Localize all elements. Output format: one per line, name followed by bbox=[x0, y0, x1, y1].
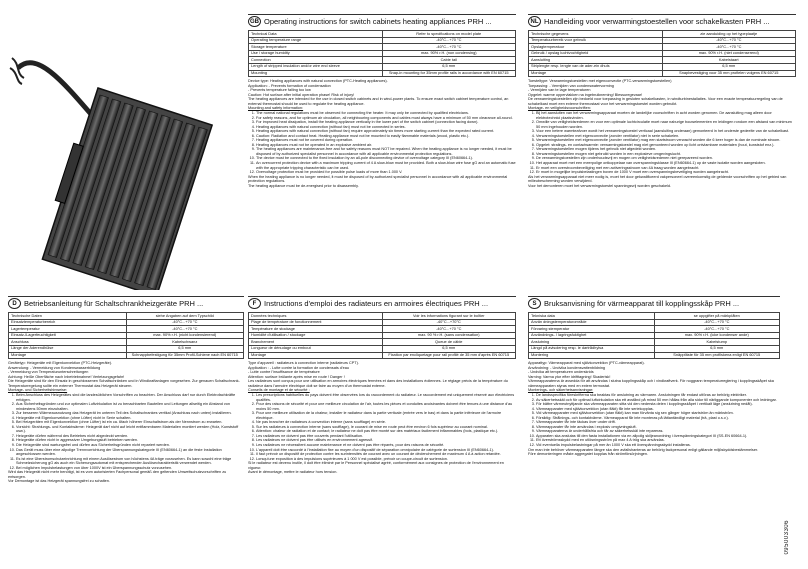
language-badge: D bbox=[8, 298, 21, 309]
spec-row bbox=[529, 313, 780, 320]
outro-paragraph: Om man inte behöver värmeapparaten längre ska den avfallshanteras av behörig fackpersonal enligt gällande miljöskyddsbestämmelser. bbox=[528, 447, 759, 452]
spec-label: Aansluiting bbox=[529, 57, 663, 64]
section-title: Handleiding voor verwarmingstoestellen voor schakelkasten PRH ... bbox=[544, 17, 770, 26]
intro-paragraph: Device type: Heating appliances with natural convection (PTC-Heating appliances). bbox=[248, 79, 388, 84]
spec-row bbox=[249, 326, 516, 333]
list-item: 5. Bei Heizgeräten mit Eigenkonvektion (ohne Lüfter) ist ein ca. 6fach höherer Einschaltstrom als der Nennstrom zu erwarten. bbox=[16, 420, 244, 425]
spec-label: Plage de température de fonctionnement bbox=[249, 319, 383, 326]
outro-paragraph: Före demonteringen måste aggregatet kopplas från strömförsörjningen. bbox=[528, 452, 649, 457]
spec-value: Kabelstaart bbox=[662, 57, 796, 64]
spec-label: Användnings- / lagringsfuktighet bbox=[529, 332, 655, 339]
section-header bbox=[528, 296, 780, 310]
spec-value: Snäppfäste för 35 mm profilskena enligt EN 60715 bbox=[654, 352, 780, 359]
intro-paragraph: - Prevents temperature falling too low bbox=[248, 88, 311, 93]
spec-row bbox=[529, 50, 796, 57]
intro-paragraph: Montage- en veiligheidsvoorschriften: bbox=[528, 106, 591, 111]
spec-value: zie aanduiding op het typeplaatje bbox=[662, 31, 796, 38]
spec-label: Anschluss bbox=[9, 339, 127, 346]
spec-row bbox=[529, 332, 780, 339]
spec-row bbox=[9, 345, 244, 352]
list-item: 8. Värmeapparater får inte användas i explosiv omgivningsluft. bbox=[536, 425, 780, 430]
language-badge: GB bbox=[248, 16, 261, 27]
list-item: 12. Er moet in mogelijke impulsbelastingen boven de 1000 V moet een overspanningsbeveiliging worden aangebracht. bbox=[536, 170, 796, 175]
list-item: 9. Die Heizgeräte sind wartungsfrei und dürfen aus Sicherheitsgründen nicht repariert werden. bbox=[16, 443, 244, 448]
outro-paragraph: When the heating appliance is no longer needed, it must be disposed of by authorized specialist personnel in accordance with all applicable environmental protection regulations. bbox=[248, 174, 508, 184]
spec-label: Montage bbox=[9, 352, 127, 359]
spec-row bbox=[529, 326, 780, 333]
spec-value: Schnappbefestigung für 35mm Profil-Schiene nach EN 60715 bbox=[126, 352, 244, 359]
spec-value: -40°C...+70°C bbox=[382, 319, 516, 326]
spec-label: Tekniska data bbox=[529, 313, 655, 320]
list-item: 12. Overvoltage protection must be provided for possible pulse loads of more than 1.000 V. bbox=[256, 170, 516, 175]
list-item: 6. Opgelet: stralings- en contactwarmte: verwarmingstoestel mag niet gemonteerd worden op licht ontvlambare materialen (hout, kunststof enz.). bbox=[536, 143, 796, 148]
outro-paragraph: Voor het demonteren moet het verwarmingstoestel spanningsvrij worden geschakeld. bbox=[528, 183, 672, 188]
spec-row bbox=[249, 50, 516, 57]
spec-label: Température de stockage bbox=[249, 326, 383, 333]
instructions-text bbox=[528, 361, 780, 569]
spec-value: Kabelstump bbox=[654, 339, 780, 346]
spec-value: 6,5 mm bbox=[382, 63, 516, 70]
list-item: 3. Zur besseren Wärmeausnutzung das Heizgerät im unteren Teil des Schaltschrankes vertikal (Anschluss nach unten) installieren. bbox=[16, 411, 244, 416]
spec-row bbox=[249, 332, 516, 339]
list-item: 3. For improved heat dissipation, install the heating appliance vertically in the lower part of the switch cabinet (connection facing down). bbox=[256, 120, 516, 125]
section-title: Operating instructions for switch cabinets heating appliances PRH ... bbox=[264, 17, 492, 26]
spec-label: Förvaring stemperatur bbox=[529, 326, 655, 333]
list-item: 1. De landsspecifika föreskrifterna ska beaktas för anslutning av värmaren. Anslutningen får endast utföras av behörig elektriker. bbox=[536, 393, 780, 398]
list-item: 10. Apparaten ska anslutas till den fasta installationen via en allpolig skiljeanordning i överspänningskategori III (SS-EN 60664-1). bbox=[536, 434, 780, 439]
section-header bbox=[8, 296, 244, 310]
spec-label: Einsatz-/Lagerfeuchtigkeit bbox=[9, 332, 127, 339]
intro-paragraph: Montage- und Sicherheitshinweise: bbox=[8, 388, 68, 393]
list-item: 4. Heizgeräte mit Eigenkonvektion (ohne Lüfter) nicht in Serie schalten. bbox=[16, 416, 244, 421]
section-header bbox=[248, 296, 516, 310]
spec-row bbox=[529, 63, 796, 70]
intro-paragraph: Användning: - Undvika kondensvattenbildning bbox=[528, 365, 606, 370]
list-item: 9. The heating appliances are maintenance-free and for safety reasons must NOT be repaired. When the heating appliance is no longer needed, it must be disposed of by authorized specialist personnel in accordance with all applicable environmental protection regulations. bbox=[256, 147, 516, 156]
spec-row bbox=[529, 44, 796, 51]
intro-paragraph: Apparattyp: Värmeapparat med självkonvektion (PTC-värmeapparat). bbox=[528, 361, 645, 366]
outro-paragraph: Als het verwarmingsapparaat niet meer nodig is, moet het door gekwalificeerd vakpersoneel overeenkomstig de geldende voorschriften op het gebied van milieubescherming worden verwijderd. bbox=[528, 174, 787, 184]
list-item: 7. Les radiateurs ne doivent pas être couverts pendant l'utilisation. bbox=[256, 434, 516, 439]
intro-paragraph: Toepassing: - Vermijden van condenswatervorming bbox=[528, 83, 614, 88]
spec-row bbox=[529, 31, 796, 38]
intro-paragraph: De verwarmingstoestellen zijn bedoeld voor toepassing in gesloten schakelkasten, in windturbinestallaties. Voor een exacte temperatuurregeling van de schakelkast moet een externe thermostaat voor het verwarmingstoestel worden gebruikt. bbox=[528, 97, 783, 106]
spec-label: Montage bbox=[529, 70, 663, 77]
intro-paragraph: Application : - Lutte contre la formation de condensats d'eau bbox=[248, 365, 349, 370]
spec-row bbox=[249, 31, 516, 38]
spec-value: 6,5 mm bbox=[126, 345, 244, 352]
section-s bbox=[528, 296, 780, 566]
intro-paragraph: - Vermijden van te lage temperaturen bbox=[528, 88, 591, 93]
spec-value: Kabelschwanz bbox=[126, 339, 244, 346]
intro-paragraph: Opgelet: warme oppervlakken na ingebruikneming! Blessuregevaar! bbox=[528, 92, 643, 97]
spec-value: se uppgifter på märkplåten bbox=[654, 313, 780, 320]
safety-list bbox=[8, 393, 244, 470]
spec-value: max. 90 % r.H. (sans condensation) bbox=[382, 332, 516, 339]
spec-row bbox=[9, 313, 244, 320]
spec-value: -40°C...+70 °C bbox=[382, 326, 516, 333]
spec-value: -40°C...+70 °C bbox=[662, 44, 796, 51]
intro-paragraph: - Undvika att temperaturen underskrids bbox=[528, 370, 594, 375]
list-item: 5. Sur les radiateurs à convection interne (sans soufflage), le courant de mise en route peut être environ 6 fois supérieur au courant nominal. bbox=[256, 425, 516, 430]
spec-row bbox=[9, 339, 244, 346]
list-item: 11. Il faut prévoir un dispositif de protection contre les surintensités de courant avec un courant de déclenchement de maximum 4 A à action retardée. bbox=[256, 452, 516, 457]
list-item: 8. Verwarmingstoestellen mogen niet gebruikt worden in een explosieve omgevingslucht. bbox=[536, 152, 796, 157]
spec-row bbox=[249, 345, 516, 352]
section-nl bbox=[528, 14, 796, 296]
intro-paragraph: Application: - Prevents formation of condensation bbox=[248, 83, 331, 88]
list-item: 1. Bij het aansluiten van het verwarmingsapparaat moeten de landelijke voorschriften in acht worden genomen. De aansluiting mag alleen door elektrotechnici plaatsvinden. bbox=[536, 111, 796, 120]
spec-row bbox=[529, 352, 780, 359]
section-f bbox=[248, 296, 516, 566]
list-item: 4. Verwarmingstoestellen met eigenconvectie (zonder ventilator) niet in serie schakelen. bbox=[536, 134, 796, 139]
list-item: 11. Ett överströmsskydd med en utlösningsström på max 4 A trög ska användas. bbox=[536, 438, 780, 443]
list-item: 1. The normal national regulations must be observed for connecting the heater. It may only be connected by qualified electricians. bbox=[256, 111, 516, 116]
list-item: 6. Vorsicht: Strahlungs- und Kontaktwärme: Heizgerät darf nicht auf leicht entflammbaren Materialien montiert werden (Holz, Kunststoff usw.). bbox=[16, 425, 244, 434]
spec-label: Données techniques bbox=[249, 313, 383, 320]
spec-value: -40°C...+70 °C bbox=[126, 326, 244, 333]
intro-paragraph: Värmeapparaterna är avsedda för att användas i slutna kopplingsskåp och i vindkraftverk. För noggrann temperaturreglering i kopplingsskåpet ska värmeapparaten styras med en extern termostat. bbox=[528, 379, 774, 388]
section-title: Instructions d'emploi des radiateurs en armoires électriques PRH ... bbox=[264, 299, 489, 308]
list-item: 12. Bei möglichen Impulsbelastungen von über 1000V ist ein Überspannungsschutz vorzusehen. bbox=[16, 466, 244, 471]
section-d bbox=[8, 296, 244, 566]
intro-paragraph: Type d'appareil : radiateurs à convection interne (radiateurs CPT). bbox=[248, 361, 359, 366]
list-item: 2. For safety reasons, and for optimum air circulation, all neighbouring components and cables must always have a minimum of 50 mm clearance all-round. bbox=[256, 116, 516, 121]
list-item: 1. Beim Anschluss des Heizgerätes sind die landesüblichen Vorschriften zu beachten. Der Anschluss darf nur durch Elektrofachkräfte erfolgen. bbox=[16, 393, 244, 402]
spec-label: Branchement bbox=[249, 339, 383, 346]
spec-row bbox=[529, 319, 780, 326]
spec-label: Striplengte resp. lengte van de ader-ein dhuls bbox=[529, 63, 663, 70]
spec-row bbox=[529, 345, 780, 352]
list-item: 2. Aus Sicherheitsgründen und zur optimalen Luftzirkulation ist zu benachbarten Bauteilen und Leitungen allseitig ein Abstand von mindestens 50mm einzuhalten. bbox=[16, 402, 244, 411]
spec-value: -40°C...+70 °C bbox=[382, 37, 516, 44]
document-number: 095003306 bbox=[784, 520, 790, 555]
list-item: 11. Er moet een overstroombeveiliging met een activeringsstroom van 4A traag worden aangebracht. bbox=[536, 166, 796, 171]
spec-value: 6,5 mm bbox=[662, 63, 796, 70]
spec-row bbox=[249, 70, 516, 77]
list-item: 7. Verwarmingstoestellen mogen tijdens het gebruik niet afgedekt worden. bbox=[536, 147, 796, 152]
list-item: 10. L'appareil doit être raccordé à l'installation fixe au moyen d'un dispositif de séparation omnipolaire de catégorie de surtension III (EN60664-1). bbox=[256, 448, 516, 453]
spec-label: Longueur de dénudage ou embout bbox=[249, 345, 383, 352]
intro-paragraph: Mounting and safety information: bbox=[248, 106, 304, 111]
intro-paragraph: Varning: Varma ytor efter idrifttagning! Skaderisk! bbox=[528, 374, 611, 379]
list-item: 4. Ne pas brancher de radiateurs à convection interne (sans soufflage) en série. bbox=[256, 420, 516, 425]
spec-label: Storage temperature bbox=[249, 44, 383, 51]
list-item: 3. Pour une meilleure utilisation de la chaleur, installer le radiateur dans la partie verticale (entrée vers le bas) et dans la partie inférieure de l'armoire électrique. bbox=[256, 411, 516, 420]
spec-row bbox=[9, 319, 244, 326]
spec-label: Use / storage humidity bbox=[249, 50, 383, 57]
list-item: 6. Attention: chaleur de radiation et de contact; le radiateur ne doit pas être monté sur des matériaux facilement inflammables (bois, plastique etc.). bbox=[256, 429, 516, 434]
intro-paragraph: Anwendung: - Vermeidung von Kondenswasserbildung bbox=[8, 365, 101, 370]
intro-paragraph: - Lutte contre l'insuffisance de température bbox=[248, 370, 320, 375]
spec-row bbox=[9, 332, 244, 339]
intro-paragraph: Les radiateurs sont conçus pour une utilisation en armoires électriques fermées et dans des installations éoliennes. Le réglage précis de la température du radiateur dans l'armoire électrique doit se faire au moyen d'un thermostat externe. bbox=[248, 379, 508, 388]
spec-value: -40°C...+70 °C bbox=[654, 319, 780, 326]
list-item: 7. Heating appliances must not be covered during operation. bbox=[256, 138, 516, 143]
spec-row bbox=[529, 57, 796, 64]
section-header bbox=[528, 14, 796, 28]
intro-paragraph: Achtung: Heiße Oberfläche nach Inbetriebnahme! Verletzungsgefahr! bbox=[8, 374, 125, 379]
intro-paragraph: Conseils de montage et de sécurité : bbox=[248, 388, 310, 393]
list-item: 2. Omwille van veiligheidsredenen en voor een optimale luchtcirculatie moet naar naburige bouwelementen en leidingen rondom een afstand van minimum 50 mm ingehouden worden. bbox=[536, 120, 796, 129]
outro-paragraph: The heating appliance must be de-energised prior to disassembly. bbox=[248, 183, 359, 188]
section-gb bbox=[248, 14, 516, 296]
spec-value: Snapbevestiging voor 35 mm profielen volgens EN 60715 bbox=[662, 70, 796, 77]
list-item: 10. Das Gerät muss über eine allpolige Trennvorrichtung der Überspannungskategorie III (EN60664-1) an die feste Installation angeschlossen werden. bbox=[16, 448, 244, 457]
spec-label: Anslutning bbox=[529, 339, 655, 346]
list-item: 9. Värmeapparaterna är underhållsfria och får av säkerhetsskäl inte repareras. bbox=[536, 429, 780, 434]
spec-row bbox=[529, 70, 796, 77]
list-item: 9. Les radiateurs ne nécessitent aucune maintenance et ne doivent pas être réparés, pour des raisons de sécurité. bbox=[256, 443, 516, 448]
language-badge: F bbox=[248, 298, 261, 309]
spec-label: Length of stripped insulation and/or wire end sleeve bbox=[249, 63, 383, 70]
spec-table bbox=[248, 312, 516, 359]
spec-value: Cable tail bbox=[382, 57, 516, 64]
spec-value: 6,5 mm bbox=[654, 345, 780, 352]
list-item: 2. Av säkerhetsskäl och för optimal luftcirkulation ska ett avstånd på minst 50 mm hållas från alla sidor till närliggande komponenter och ledningar. bbox=[536, 398, 780, 403]
spec-label: Technische gegevens bbox=[529, 31, 663, 38]
list-item: 7. Värmeapparater får inte täckas över under drift. bbox=[536, 420, 780, 425]
list-item: 11. Es ist eine Überstromschutzeinrichtung mit einem Auslösestrom von höchstens 4A träge vorzusehen. Es kann sowohl eine träge Schmelzsicherung gG als auch ein Sicherungsautomat mit entsprechender Auslösecharakteristik verwendet werden. bbox=[16, 457, 244, 466]
intro-paragraph: Toesteltype: Verwarmingstoestellen met eigenconvectie (PTC-verwarmingstoestellen) bbox=[528, 79, 672, 84]
spec-row bbox=[249, 319, 516, 326]
list-item: 6. Caution: Radiation and contact heat. Heating appliance must not be mounted to easily flammable materials (wood, plastic etc.). bbox=[256, 134, 516, 139]
spec-value: max. 90% r.H. (nicht kondensierend) bbox=[126, 332, 244, 339]
spec-row bbox=[249, 63, 516, 70]
instructions-text bbox=[248, 361, 516, 569]
intro-paragraph: - Vermeidung von Temperaturunterschreitungen bbox=[8, 370, 89, 375]
section-title: Betriebsanleitung für Schaltschrankheizgeräte PRH ... bbox=[24, 299, 204, 308]
spec-value: -40°C...+70 °C bbox=[662, 37, 796, 44]
spec-value: max. 90% r.H. (non condensing) bbox=[382, 50, 516, 57]
spec-table bbox=[248, 30, 516, 77]
spec-label: Använ dningstemperaturområde bbox=[529, 319, 655, 326]
list-item: 3. Voor een betere warmteafvoer wordt het verwarmingstoestel verticaal (aansluiting onderaan) gemonteerd in het onderste gedeelte van de schakelkast. bbox=[536, 129, 796, 134]
section-header bbox=[248, 14, 516, 28]
spec-label: Einsatztemperaturbereich bbox=[9, 319, 127, 326]
list-item: 6. Försiktig: Strålnings- och kontaktvärme. Värmeapparat får inte monteras på lättantändligt material (trä, plast o.s.v.). bbox=[536, 416, 780, 421]
spec-table bbox=[528, 30, 796, 77]
spec-value: siehe Angaben auf dem Typschild bbox=[126, 313, 244, 320]
list-item: 12. Vid eventuella impulsbelastningar på mer än 1000 V ska ett överspänningsskydd installeras. bbox=[536, 443, 780, 448]
spec-label: Humidité d'utilisation / stockage bbox=[249, 332, 383, 339]
list-item: 7. Heizgeräte dürfen während des Betriebes nicht abgedeckt werden. bbox=[16, 434, 244, 439]
intro-paragraph: Caution: Hot surface after initial operation phase! Risk of injury! bbox=[248, 92, 355, 97]
list-item: 12. Lorsqu'une exposition à des impulsions supérieures à 1 000 V est possible, prévoir un coupe-circuit de surtension. bbox=[256, 457, 516, 462]
spec-label: Technische Daten bbox=[9, 313, 127, 320]
spec-label: Montage bbox=[249, 352, 383, 359]
spec-row bbox=[249, 44, 516, 51]
list-item: 8. Les radiateurs ne doivent pas être utilisés en environnement agressif. bbox=[256, 438, 516, 443]
spec-label: Länge der Aderendhülse bbox=[9, 345, 127, 352]
outro-paragraph: Si le radiateur est devenu inutile, il doit être éliminé par le Personnel spécialisé agréé, conformément aux consignes de protection de l'environnement en vigueur. bbox=[248, 461, 504, 470]
safety-list bbox=[528, 393, 780, 448]
spec-label: Opslagtemperatuur bbox=[529, 44, 663, 51]
safety-list bbox=[248, 111, 516, 175]
spec-label: Lagertemperatur bbox=[9, 326, 127, 333]
intro-paragraph: Die Heizgeräte sind für den Einsatz in geschlossenen Schaltschränken und in Windkraftanlagen vorgesehen. Zur genauen Schaltschrank-Temperaturregelung sollte ein externer Thermostat das Heizgerät steuern. bbox=[8, 379, 240, 388]
spec-row bbox=[529, 339, 780, 346]
list-item: 10. The device must be connected to the fixed insulation by an all-pole disconnecting device of overvoltage category III (EN60664-1). bbox=[256, 156, 516, 161]
safety-list bbox=[528, 111, 796, 175]
spec-value: 6,5 mm bbox=[382, 345, 516, 352]
list-item: 3. För bättre värmeutnyttjande ska värmeapparaten sitta vid den nedersta delen i kopplingsskåpet i vertikalt läge (anslutning nedåt). bbox=[536, 402, 780, 407]
spec-row bbox=[9, 326, 244, 333]
list-item: 10. Het apparaat moet met een meerpolige ontkoppelaar van overspanningsklasse III (EN60664-1) op de vaste isolatie worden aangesloten. bbox=[536, 161, 796, 166]
spec-table bbox=[528, 312, 780, 359]
spec-value: -40°C...+70 °C bbox=[126, 319, 244, 326]
instructions-text bbox=[248, 79, 516, 317]
list-item: 9. De verwarmingstoestellen zijn onderhoudsvrij en mogen om veiligheidsredenen niet gerepareerd worden. bbox=[536, 156, 796, 161]
language-badge: NL bbox=[528, 16, 541, 27]
spec-value: max. 90% r.H. (icke kondenser ande) bbox=[654, 332, 780, 339]
spec-row bbox=[249, 57, 516, 64]
spec-label: Connection bbox=[249, 57, 383, 64]
spec-value: Voir les informations figurant sur le boîtier bbox=[382, 313, 516, 320]
spec-value: -40°C...+70 °C bbox=[654, 326, 780, 333]
spec-label: Temperatuurbereik voor gebruik bbox=[529, 37, 663, 44]
intro-paragraph: The heating appliances are intended for the use in closed switch cabinets and in wind-power plants. To ensure exact switch cabinet temperature control, an external thermostat should be used to regulate the heating appliance. bbox=[248, 97, 509, 106]
list-item: 5. Heating appliances with natural convection (without fan) require approximately six times more starting current than the expected rated current. bbox=[256, 129, 516, 134]
list-item: 2. Pour des raisons de sécurité et pour une meilleure circulation de l'air, toutes les pièces et conduites avoisinantes doivent être tenues à une distance d'au moins 50 mm. bbox=[256, 402, 516, 411]
spec-label: Technical Data bbox=[249, 31, 383, 38]
outro-paragraph: Avant le démontage, mettre le radiateur hors tension. bbox=[248, 470, 338, 475]
spec-label: Längd på avisolering resp. le dartrådhylsa bbox=[529, 345, 655, 352]
spec-value: Queue de câble bbox=[382, 339, 516, 346]
spec-value: Refer to specifications on model plate bbox=[382, 31, 516, 38]
spec-value: Fixation par encliquetage pour rail profilé de 35 mm d'après EN 60715 bbox=[382, 352, 516, 359]
spec-label: Gebruik / opslag luchtvochtigheid bbox=[529, 50, 663, 57]
outro-paragraph: Wird das Heizgerät nicht mehr benötigt, ist es vom autorisierten Fachpersonal gemäß den geltenden Umweltschutzvorschriften zu entsorgen. bbox=[8, 470, 227, 479]
spec-row bbox=[249, 339, 516, 346]
spec-row bbox=[9, 352, 244, 359]
outro-paragraph: Vor Demontage ist das Heizgerät spannungsfrei zu schalten. bbox=[8, 479, 110, 484]
intro-paragraph: Monterings- och säkerhetsanvisningar: bbox=[528, 388, 594, 393]
section-title: Bruksanvisning för värmeapparat till kopplingsskåp PRH ... bbox=[544, 299, 740, 308]
list-item: 8. Heizgeräte dürfen nicht in aggressiver Umgebungsluft betrieben werden. bbox=[16, 438, 244, 443]
spec-row bbox=[249, 352, 516, 359]
spec-table bbox=[8, 312, 244, 359]
spec-row bbox=[249, 37, 516, 44]
instructions-text bbox=[8, 361, 244, 569]
heater-illustration bbox=[8, 28, 238, 290]
list-item: 4. Värmeapparater med självkonvektion (utan fläkt) får inte seriekopplas. bbox=[536, 407, 780, 412]
instructions-text bbox=[528, 79, 796, 317]
spec-value: max. 90% r.H. (niet condenserend) bbox=[662, 50, 796, 57]
language-badge: S bbox=[528, 298, 541, 309]
spec-label: Montering bbox=[529, 352, 655, 359]
list-item: 11. An overcurrent protection device with a maximum tripping current of 4 A slow-blow must be provided. Both a slow-blow wire fuse gG and an automatic fuse with the appropriate tripping characteristic can be used. bbox=[256, 161, 516, 170]
spec-label: Operating temperature range bbox=[249, 37, 383, 44]
list-item: 8. Heating appliances must not be operated in an explosive ambient air. bbox=[256, 143, 516, 148]
list-item: 1. Les prescriptions habituelles du pays doivent être observées lors du raccordement du radiateur. Le raccordement est uniquement réservé aux électriciens qualifiés. bbox=[256, 393, 516, 402]
list-item: 4. Heating appliances with natural convection (without fan) must not be connected in series. bbox=[256, 125, 516, 130]
spec-value: -40°C...+70 °C bbox=[382, 44, 516, 51]
intro-paragraph: Attention: surface brûlante après mise en route ! Danger ! bbox=[248, 374, 345, 379]
list-item: 5. Verwarmingstoestellen met eigenconvectie (zonder ventilator) mag een startstroom verwacht worden die 6 keer hoger is dan de nominale stroom. bbox=[536, 138, 796, 143]
spec-row bbox=[249, 313, 516, 320]
list-item: 5. Vid värmeapparater med självkonvektion (utan fläkt) kan man förvänta sig sex gånger högre startström än märkström. bbox=[536, 411, 780, 416]
intro-paragraph: Gerätetyp: Heizgeräte mit Eigenkonvektion (PTC-Heizgeräte). bbox=[8, 361, 113, 366]
spec-value: Snap-in mounting for 35mm profile rails in accordance with EN 60715 bbox=[382, 70, 516, 77]
spec-row bbox=[529, 37, 796, 44]
safety-list bbox=[248, 393, 516, 461]
spec-label: Mounting bbox=[249, 70, 383, 77]
